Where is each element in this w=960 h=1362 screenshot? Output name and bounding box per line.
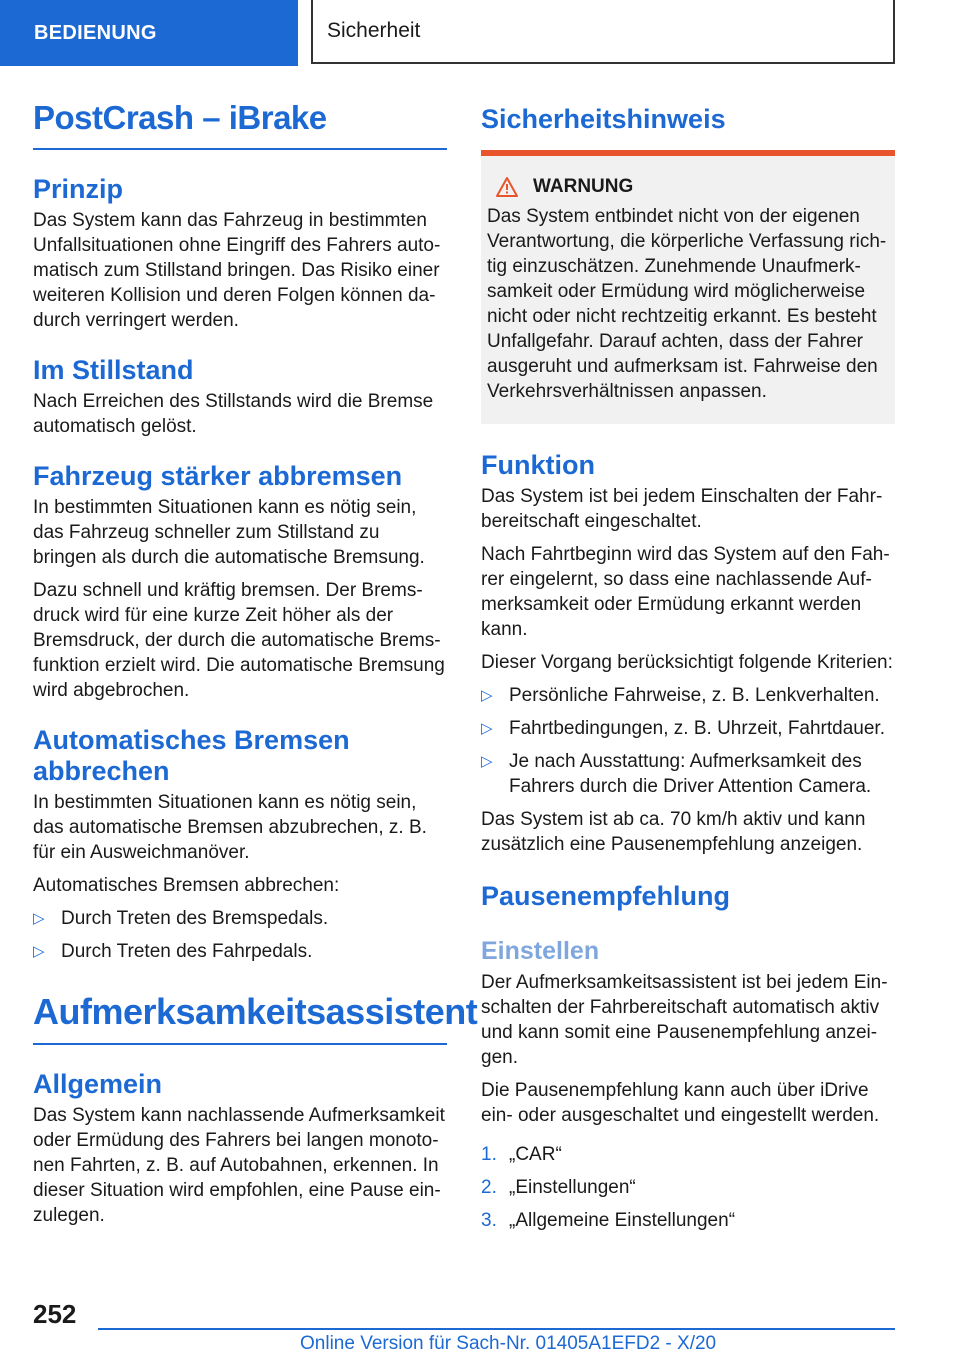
- heading-allgemein: Allgemein: [33, 1068, 163, 1099]
- funktion-text-2: Nach Fahrtbeginn wird das System auf den Fahrer eingelernt, so dass eine nachlassende Aufmerksamkeit oder Ermüdung erkannt werden kann.: [481, 544, 890, 641]
- abbrechen-text-1: In bestimmten Situationen kann es nötig sein, das automatische Bremsen abzubrechen, z. B. für ein Ausweichmanöver.: [33, 791, 427, 863]
- section-title-aufmerksamkeit: Aufmerksamkeitsassistent: [33, 990, 447, 1045]
- warning-triangle-icon: [495, 176, 519, 198]
- list-item: 3. „Allgemeine Einstellungen“: [481, 1209, 736, 1231]
- heading-sicherheitshinweis: Sicherheitshinweis: [481, 104, 726, 134]
- pause-text-2: Die Pausenempfehlung kann auch über iDrive ein- oder ausgeschaltet und eingestellt werden.: [481, 1079, 880, 1126]
- list-item: ▷ Fahrtbedingungen, z. B. Uhrzeit, Fahrtdauer.: [481, 718, 885, 740]
- page-number: 252: [33, 1299, 77, 1329]
- footer-divider: [98, 1328, 895, 1330]
- triangle-bullet-icon: ▷: [481, 753, 493, 771]
- list-item: ▷ Persönliche Fahrweise, z. B. Lenkverhalten.: [481, 685, 880, 707]
- header-tab: BEDIENUNG: [0, 0, 298, 66]
- prinzip-text: Das System kann das Fahrzeug in bestimmten Unfallsituationen ohne Eingriff des Fahrers automatisch zum Stillstand bringen. Das Risiko einer weiteren Kollision und deren Folgen können dadurch verringert werden.: [33, 209, 441, 331]
- list-item: ▷ Durch Treten des Bremspedals.: [33, 907, 329, 929]
- staerker-text-1: In bestimmten Situationen kann es nötig sein, das Fahrzeug schneller zum Stillstand zu bringen als durch die automatische Bremsung.: [33, 497, 425, 569]
- warning-text: Das System entbindet nicht von der eigenen Verantwortung, die körperliche Verfassung richtig einzuschätzen. Zunehmende Unaufmerksamkeit oder Ermüdung wird möglicherweise nicht oder nicht rechtzeitig erkannt. Es besteht Unfallgefahr. Darauf achten, dass der Fahrer ausgeruht und aufmerksam ist. Fahrweise den Verkehrsverhältnissen anpassen.: [487, 206, 887, 403]
- warning-box: [481, 150, 895, 424]
- heading-einstellen: Einstellen: [481, 936, 600, 965]
- heading-funktion: Funktion: [481, 450, 595, 481]
- heading-prinzip: Prinzip: [33, 173, 124, 204]
- list-item: ▷ Je nach Ausstattung: Aufmerksamkeit des Fahrers durch die Driver Attention Camera.: [481, 751, 872, 798]
- triangle-bullet-icon: ▷: [481, 687, 493, 705]
- triangle-bullet-icon: ▷: [481, 720, 493, 738]
- heading-pausenempfehlung: Pausenempfehlung: [481, 881, 731, 912]
- list-item: 1. „CAR“: [481, 1143, 562, 1165]
- allgemein-text: Das System kann nachlassende Aufmerksamkeit oder Ermüdung des Fahrers bei langen monotonen Fahrten, z. B. auf Autobahnen, erkennen. In dieser Situation wird empfohlen, eine Pause einzulegen.: [33, 1105, 445, 1227]
- right-column: [481, 98, 895, 1241]
- section-title-postcrash: PostCrash – iBrake: [33, 98, 447, 150]
- abbrechen-list: [33, 906, 447, 964]
- heading-staerker: Fahrzeug stärker abbremsen: [33, 461, 403, 492]
- header-section-title: Sicherheit: [311, 0, 895, 64]
- funktion-text-1: Das System ist bei jedem Einschalten der Fahrbereitschaft eingeschaltet.: [481, 486, 883, 533]
- warning-label: WARNUNG: [533, 176, 634, 198]
- funktion-list: [481, 683, 895, 799]
- list-item: 2. „Einstellungen“: [481, 1176, 636, 1198]
- heading-stillstand: Im Stillstand: [33, 354, 194, 385]
- footer-text: Online Version für Sach-Nr. 01405A1EFD2 - X/20: [300, 1333, 717, 1354]
- warning-header: [487, 176, 889, 198]
- triangle-bullet-icon: ▷: [33, 909, 45, 927]
- abbrechen-text-2: Automatisches Bremsen abbrechen:: [33, 874, 340, 896]
- list-item: ▷ Durch Treten des Fahrpedals.: [33, 940, 313, 962]
- left-column: [33, 98, 478, 1228]
- pause-steps: [481, 1142, 895, 1233]
- triangle-bullet-icon: ▷: [33, 942, 45, 960]
- heading-abbrechen: Automatisches Bremsen abbrechen: [33, 725, 350, 786]
- funktion-text-3: Dieser Vorgang berücksichtigt folgende Kriterien:: [481, 652, 893, 674]
- staerker-text-2: Dazu schnell und kräftig bremsen. Der Bremsdruck wird für eine kurze Zeit höher als der Bremsdruck, der durch die automatische Bremsfunktion erzielt wird. Die automatische Bremsung wird abgebrochen.: [33, 580, 445, 702]
- pause-text-1: Der Aufmerksamkeitsassistent ist bei jedem Einschalten der Fahrbereitschaft automatisch aktiv und kann somit eine Pausenempfehlung anzeigen.: [481, 971, 888, 1068]
- stillstand-text: Nach Erreichen des Stillstands wird die Bremse automatisch gelöst.: [33, 391, 434, 438]
- funktion-text-4: Das System ist ab ca. 70 km/h aktiv und kann zusätzlich eine Pausenempfehlung anzeigen.: [481, 809, 866, 856]
